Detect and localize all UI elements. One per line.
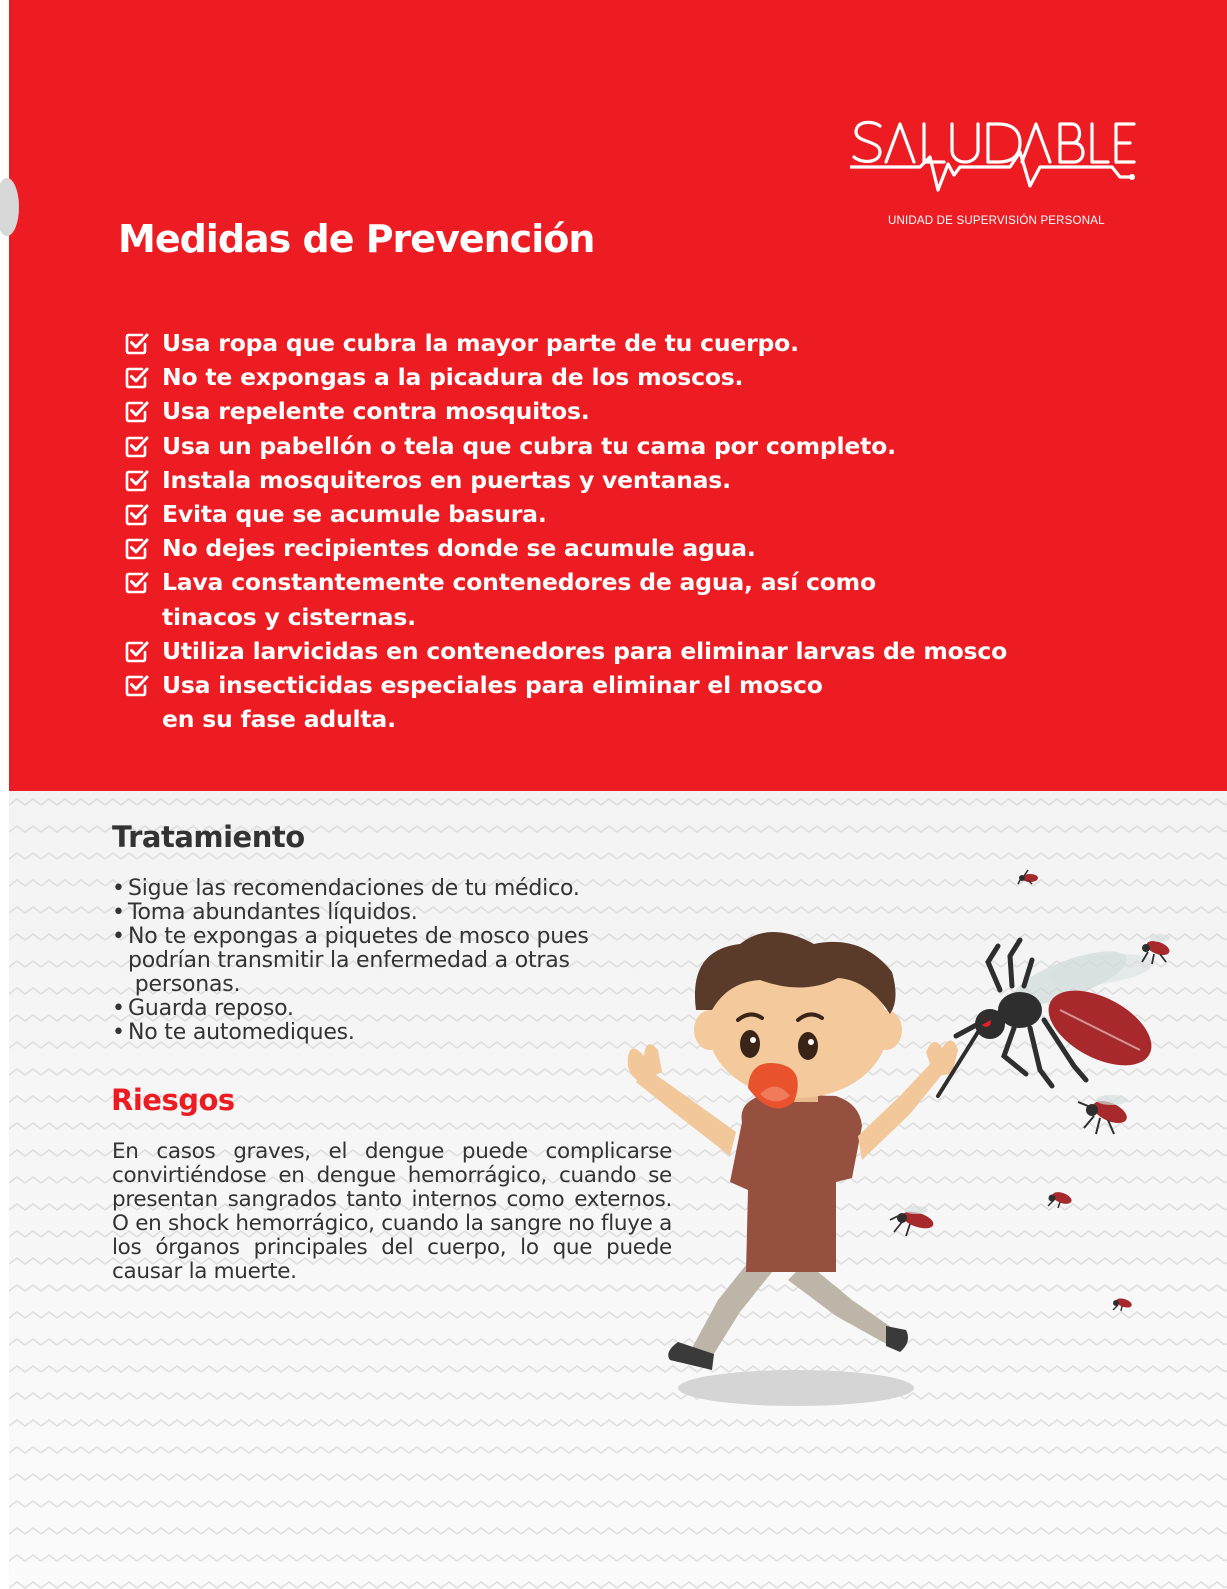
prevention-item-text: Usa ropa que cubra la mayor parte de tu cuerpo.: [162, 329, 799, 357]
treatment-item: [112, 997, 589, 1021]
boy-mosquito-illustration: [600, 860, 1227, 1420]
treatment-item: [112, 901, 589, 925]
treatment-item-text: No te expongas a piquetes de mosco pues: [128, 924, 589, 949]
mosquito-small: [890, 1206, 935, 1236]
treatment-item-text: No te automediques.: [128, 1020, 355, 1045]
treatment-item-text: Sigue las recomendaciones de tu médico.: [128, 876, 580, 901]
running-boy: [628, 932, 958, 1370]
bullet-icon: •: [112, 1020, 125, 1045]
prevention-item-text: No te expongas a la picadura de los moscos.: [162, 363, 744, 392]
risks-title: Riesgos: [111, 1083, 235, 1117]
prevention-item-text: Evita que se acumule basura.: [162, 500, 547, 529]
checkbox-check-icon: [124, 536, 149, 561]
prevention-item-text: Instala mosquiteros en puertas y ventanas.: [162, 465, 731, 494]
prevention-item: [124, 429, 1007, 463]
treatment-item-text: Toma abundantes líquidos.: [128, 900, 418, 925]
prevention-item-text: Usa un pabellón o tela que cubra tu cama por completo.: [162, 431, 896, 460]
logo-subtitle: UNIDAD DE SUPERVISIÓN PERSONAL: [888, 215, 1105, 227]
saludable-wordmark: [850, 112, 1140, 212]
prevention-item: [124, 360, 1007, 394]
prevention-item-text: Usa insecticidas especiales para eliminar el mosco: [162, 671, 823, 700]
page-edge-tab: [0, 178, 19, 236]
bullet-icon: •: [112, 876, 125, 901]
checkbox-check-icon: [124, 399, 149, 424]
mosquito-large: [938, 940, 1164, 1096]
checkbox-check-icon: [124, 502, 149, 527]
treatment-item-text-continued: personas.: [128, 972, 241, 997]
mosquito-small: [1078, 1095, 1130, 1134]
treatment-item-text-continued: podrían transmitir la enfermedad a otras: [128, 948, 570, 973]
mosquito-small: [1018, 870, 1038, 884]
prevention-title: Medidas de Prevención: [118, 217, 595, 261]
prevention-item: [124, 394, 1007, 428]
prevention-item-text: Utiliza larvicidas en contenedores para eliminar larvas de mosco: [162, 636, 1008, 665]
treatment-item: [112, 877, 589, 901]
mosquito-small: [1113, 1297, 1133, 1311]
bullet-icon: •: [112, 900, 125, 925]
checkbox-check-icon: [124, 639, 149, 664]
prevention-item-text: Usa repelente contra mosquitos.: [162, 397, 590, 426]
mosquito-small: [1048, 1190, 1073, 1208]
saludable-logo: [850, 112, 1140, 232]
treatment-item: [112, 925, 589, 997]
page-margin: [0, 0, 9, 1589]
checkbox-check-icon: [124, 468, 149, 493]
prevention-item-text: No dejes recipientes donde se acumule agua.: [162, 534, 756, 563]
prevention-item: [124, 668, 1007, 736]
treatment-list: [112, 877, 589, 1045]
treatment-item: [112, 1021, 589, 1045]
prevention-item: [124, 565, 1007, 633]
heartbeat-dot-icon: [1129, 174, 1135, 180]
checkbox-check-icon: [124, 365, 149, 390]
bullet-icon: •: [112, 996, 125, 1021]
treatment-title: Tratamiento: [112, 820, 305, 854]
prevention-item: [124, 326, 1007, 360]
checkbox-check-icon: [124, 434, 149, 459]
prevention-item: [124, 463, 1007, 497]
prevention-item-text: Lava constantemente contenedores de agua, así como: [162, 568, 876, 597]
ground-shadow: [678, 1370, 914, 1406]
prevention-item-text-continued: en su fase adulta.: [162, 705, 396, 734]
checkbox-check-icon: [124, 331, 149, 356]
prevention-list: [124, 326, 1007, 736]
bullet-icon: •: [112, 924, 125, 949]
prevention-item: [124, 497, 1007, 531]
checkbox-check-icon: [124, 673, 149, 698]
prevention-item: [124, 531, 1007, 565]
risks-paragraph: En casos graves, el dengue puede complicarse convirtiéndose en dengue hemorrágico, cuando se presentan sangrados tanto internos como externos. O en shock hemorrágico, cuando la sangre no fluye a los órganos principales del cuerpo, lo que puede causar la muerte.: [112, 1139, 672, 1284]
prevention-item-text-continued: tinacos y cisternas.: [162, 602, 416, 631]
checkbox-check-icon: [124, 570, 149, 595]
treatment-item-text: Guarda reposo.: [128, 996, 294, 1021]
prevention-item: [124, 634, 1007, 668]
